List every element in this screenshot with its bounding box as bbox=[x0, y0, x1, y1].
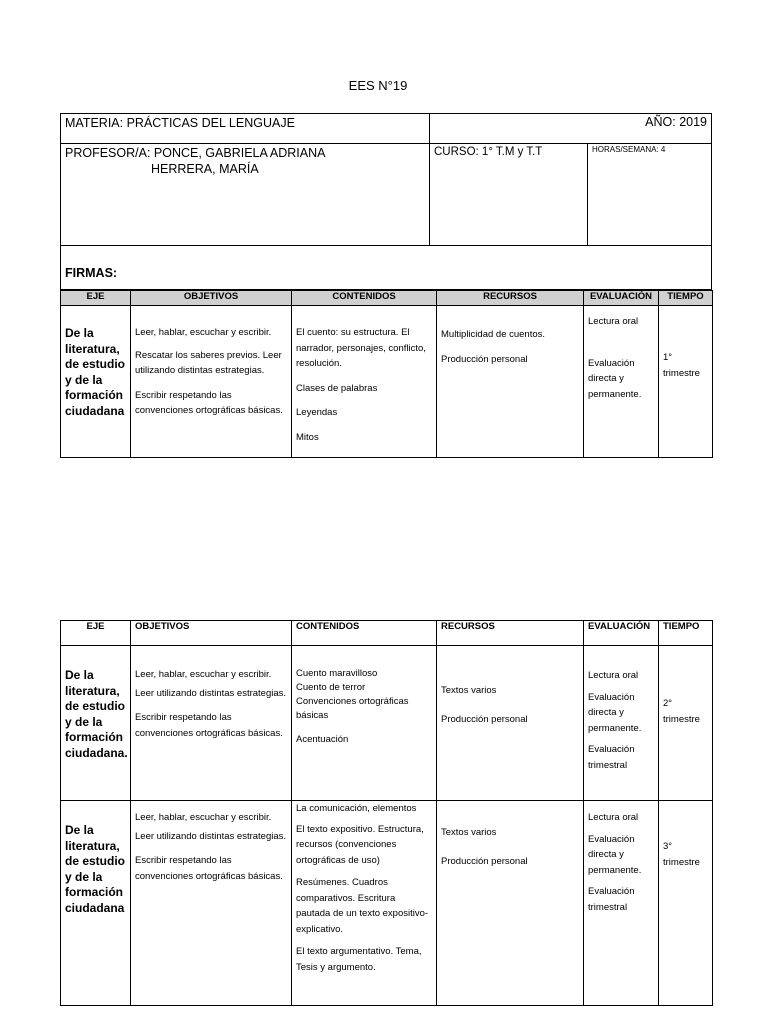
evaluacion-cell: Lectura oral Evaluación directa y permanente. Evaluación trimestral bbox=[584, 646, 659, 801]
eje-cell: De la literatura, de estudio y de la formación ciudadana. bbox=[61, 646, 131, 801]
col-header-eje: EJE bbox=[61, 621, 131, 646]
col-header-evaluacion: EVALUACIÓN bbox=[584, 621, 659, 646]
tiempo-cell: 1° trimestre bbox=[659, 306, 713, 458]
col-header-tiempo: TIEMPO bbox=[659, 291, 713, 306]
eje-cell: De la literatura, de estudio y de la formación ciudadana bbox=[61, 801, 131, 1006]
col-header-contenidos: CONTENIDOS bbox=[292, 621, 437, 646]
evaluacion-cell: Lectura oral Evaluación directa y permanente. bbox=[584, 306, 659, 458]
subject-label: MATERIA: PRÁCTICAS DEL LENGUAJE bbox=[65, 116, 295, 130]
header-divider bbox=[587, 144, 588, 246]
objetivos-cell: Leer, hablar, escuchar y escribir. Rescatar los saberes previos. Leer utilizando distintas estrategias. Escribir respetando las convenciones ortográficas básicas. bbox=[131, 306, 292, 458]
table-row bbox=[61, 646, 713, 801]
col-header-evaluacion: EVALUACIÓN bbox=[584, 291, 659, 306]
col-header-recursos: RECURSOS bbox=[437, 291, 584, 306]
col-header-tiempo: TIEMPO bbox=[659, 621, 713, 646]
teacher-label: PROFESOR/A: PONCE, GABRIELA ADRIANA bbox=[65, 146, 326, 160]
col-header-recursos: RECURSOS bbox=[437, 621, 584, 646]
year-label: AÑO: 2019 bbox=[645, 115, 707, 129]
evaluacion-cell: Lectura oral Evaluación directa y permanente. Evaluación trimestral bbox=[584, 801, 659, 1006]
recursos-cell: Multiplicidad de cuentos. Producción personal bbox=[437, 306, 584, 458]
col-header-contenidos: CONTENIDOS bbox=[292, 291, 437, 306]
course-label: CURSO: 1° T.M y T.T bbox=[434, 146, 543, 158]
col-header-objetivos: OBJETIVOS bbox=[131, 291, 292, 306]
contenidos-cell: Cuento maravilloso Cuento de terror Convenciones ortográficas básicas Acentuación bbox=[292, 646, 437, 801]
hours-label: HORAS/SEMANA: 4 bbox=[592, 145, 666, 154]
table-header-row bbox=[61, 621, 713, 646]
col-header-eje: EJE bbox=[61, 291, 131, 306]
tiempo-cell: 3° trimestre bbox=[659, 801, 713, 1006]
col-header-objetivos: OBJETIVOS bbox=[131, 621, 292, 646]
header-divider bbox=[429, 114, 430, 246]
eje-cell: De la literatura, de estudio y de la formación ciudadana bbox=[61, 306, 131, 458]
objetivos-cell: Leer, hablar, escuchar y escribir. Leer utilizando distintas estrategias. Escribir respetando las convenciones ortográficas básicas. bbox=[131, 801, 292, 1006]
signatures-label: FIRMAS: bbox=[65, 266, 118, 280]
teacher-second-name: HERRERA, MARÍA bbox=[151, 162, 259, 176]
document-title: EES N°19 bbox=[348, 78, 408, 93]
planning-table-first-term bbox=[60, 290, 713, 458]
recursos-cell: Textos varios Producción personal bbox=[437, 646, 584, 801]
recursos-cell: Textos varios Producción personal bbox=[437, 801, 584, 1006]
objetivos-cell: Leer, hablar, escuchar y escribir. Leer utilizando distintas estrategias. Escribir respetando las convenciones ortográficas básicas. bbox=[131, 646, 292, 801]
contenidos-cell: El cuento: su estructura. El narrador, personajes, conflicto, resolución. Clases de palabras Leyendas Mitos bbox=[292, 306, 437, 458]
header-block bbox=[60, 113, 712, 290]
table-row bbox=[61, 801, 713, 1006]
table-row bbox=[61, 306, 713, 458]
table-header-row bbox=[61, 291, 713, 306]
tiempo-cell: 2° trimestre bbox=[659, 646, 713, 801]
planning-table-second-third-term bbox=[60, 620, 713, 1006]
contenidos-cell: La comunicación, elementos El texto expositivo. Estructura, recursos (convenciones ortográficas de uso) Resúmenes. Cuadros comparativos. Escritura pautada de un texto expositivo- explicativo. El texto argumentativo. Tema, Tesis y argumento. bbox=[292, 801, 437, 1006]
